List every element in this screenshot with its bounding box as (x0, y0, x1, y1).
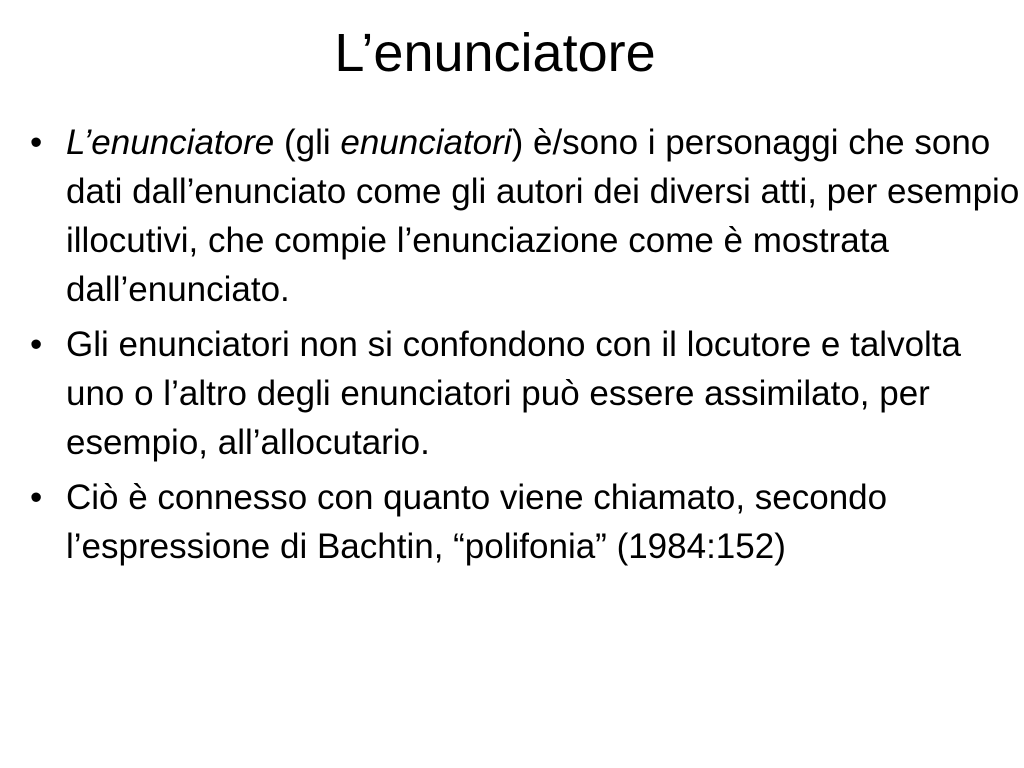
bullet-marker: • (30, 325, 43, 364)
term-enunciatori: enunciatori (340, 123, 512, 162)
slide-title: L’enunciatore (334, 23, 656, 83)
bullet-text-2: Gli enunciatori non si confondono con il locutore e talvolta uno o l’altro degli enunciatori può essere assimilato, per esempio, all’allocutario. (66, 325, 961, 462)
bullet-1-text-b: ) è/sono i personaggi che sono dati dall’enunciato come gli autori dei diversi atti, per esempio illocutivi, che compie l’enunciazione come è mostrata dall’enunciato. (66, 123, 1020, 309)
bullet-item-1 (30, 118, 1020, 314)
bullet-marker: • (30, 123, 43, 162)
bullet-list (30, 118, 1020, 577)
bullet-item-3 (30, 473, 1020, 571)
bullet-text-3: Ciò è connesso con quanto viene chiamato, secondo l’espressione di Bachtin, “polifonia” (1984:152) (66, 478, 888, 566)
bullet-1-text-a: (gli (274, 123, 341, 162)
bullet-marker: • (30, 478, 43, 517)
term-enunciatore: L’enunciatore (66, 123, 275, 162)
bullet-item-2 (30, 320, 1020, 467)
bullet-text-1 (66, 123, 1019, 309)
